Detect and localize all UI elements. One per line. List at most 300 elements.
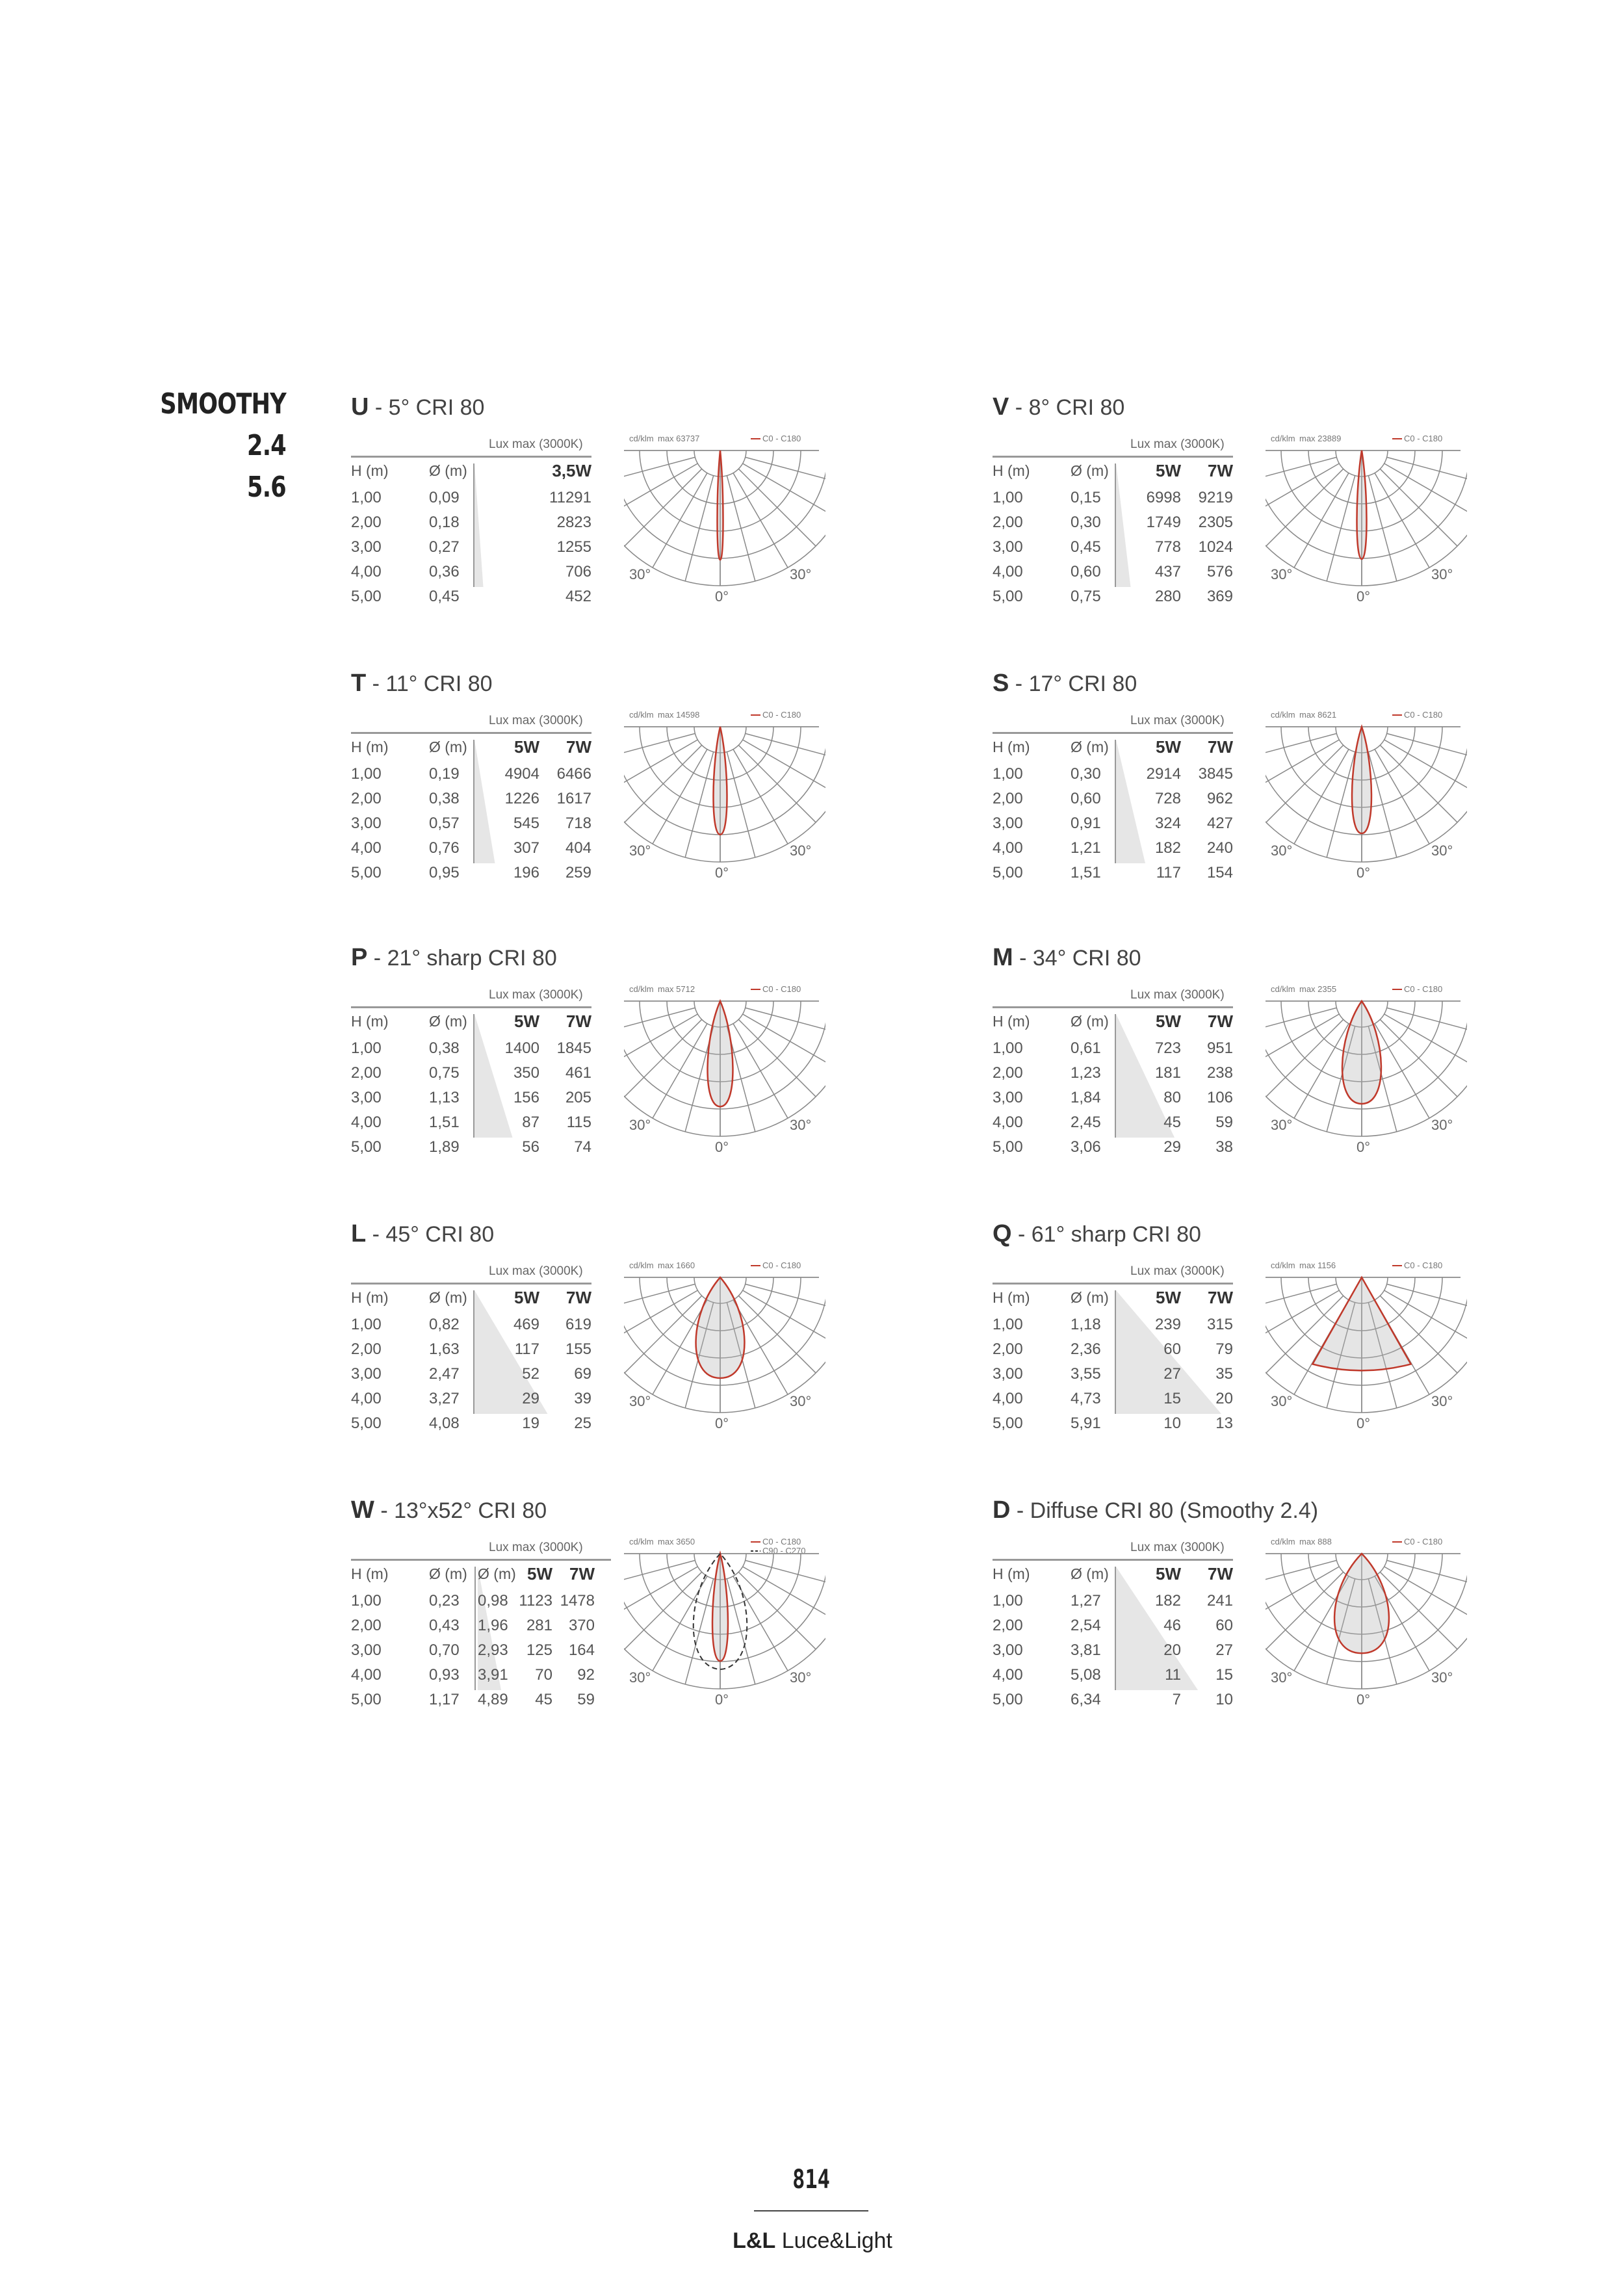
angle-left-label: 30° [629, 1117, 651, 1133]
lux-value: 10 [1163, 1415, 1181, 1432]
polar-spoke [1380, 469, 1457, 546]
max-intensity-label: max 1660 [658, 1260, 695, 1270]
table-row [993, 836, 1266, 861]
height-value: 3,00 [351, 1641, 382, 1659]
beam-description: - 21° sharp CRI 80 [367, 946, 557, 971]
table-row [993, 1638, 1266, 1663]
lux-value: 125 [526, 1641, 552, 1659]
lux-value: 545 [513, 815, 539, 832]
power-header: 5W [514, 737, 539, 757]
table-header-row [993, 1285, 1266, 1310]
diameter-value: 4,08 [429, 1415, 460, 1432]
table-row [351, 811, 624, 836]
polar-spoke [746, 1284, 825, 1312]
polar-spoke [1375, 1024, 1429, 1118]
table-row [993, 1411, 1266, 1436]
table-row [351, 486, 624, 510]
lux-value: 2305 [1198, 514, 1233, 531]
table-header-rule [351, 1559, 611, 1561]
lux-value: 38 [1215, 1138, 1233, 1156]
lux-value: 46 [1163, 1617, 1181, 1634]
intensity-curve-c0 [712, 1554, 728, 1661]
angle-right-label: 30° [1431, 1393, 1453, 1409]
beam-code: M [993, 944, 1013, 971]
table-row [993, 1086, 1266, 1110]
legend-c0-label: C0 - C180 [762, 1537, 801, 1546]
block-title [993, 670, 1137, 698]
angle-bottom-label: 0° [1357, 865, 1371, 881]
lux-value: 427 [1206, 815, 1233, 832]
diameter2-value: 3,91 [478, 1666, 508, 1684]
polar-spoke [1294, 750, 1349, 844]
lux-value: 1226 [504, 790, 539, 807]
diameter-header: Ø (m) [429, 1289, 467, 1306]
polar-spoke [738, 1296, 816, 1373]
lux-value: 155 [565, 1340, 591, 1358]
table-row [993, 787, 1266, 811]
lux-value: 35 [1215, 1365, 1233, 1383]
angle-left-label: 30° [629, 566, 651, 582]
lux-value: 45 [535, 1691, 552, 1708]
diameter-value: 0,30 [1071, 514, 1101, 531]
lux-value: 182 [1154, 839, 1181, 857]
lux-value: 1478 [560, 1592, 595, 1610]
photometric-block-s [993, 670, 1461, 891]
beam-description: - 17° CRI 80 [1009, 672, 1137, 696]
photometric-block-p [351, 944, 819, 1165]
table-row [993, 535, 1266, 560]
polar-spoke [733, 1576, 788, 1671]
height-value: 2,00 [993, 514, 1023, 531]
lux-value: 52 [522, 1365, 539, 1383]
diameter-value: 0,18 [429, 514, 460, 531]
lux-value: 241 [1206, 1592, 1233, 1610]
legend-c0-label: C0 - C180 [1404, 710, 1443, 720]
angle-left-label: 30° [629, 1669, 651, 1686]
polar-diagram [624, 1258, 825, 1433]
power-header: 7W [566, 1011, 591, 1031]
diameter-value: 0,38 [429, 1039, 460, 1057]
table-row [993, 1589, 1266, 1613]
lux-value: 29 [522, 1390, 539, 1407]
lux-value: 15 [1215, 1666, 1233, 1684]
lux-value: 6998 [1146, 489, 1181, 506]
product-title-line2: 5.6 [247, 471, 286, 504]
power-header: 5W [527, 1564, 552, 1584]
legend-c0-label: C0 - C180 [762, 1260, 801, 1270]
table-header-row [351, 1561, 624, 1586]
photometric-block-w [351, 1496, 819, 1717]
diameter-value: 0,57 [429, 815, 460, 832]
table-header-row [993, 1009, 1266, 1034]
angle-right-label: 30° [1431, 566, 1453, 582]
photometric-block-d [993, 1496, 1461, 1717]
table-row [993, 1337, 1266, 1362]
height-value: 5,00 [351, 1415, 382, 1432]
beam-description: - 11° CRI 80 [366, 672, 493, 696]
diameter-value: 5,91 [1071, 1415, 1101, 1432]
diameter-header: Ø (m) [1071, 1289, 1109, 1306]
diameter-value: 1,13 [429, 1089, 460, 1106]
polar-spoke [746, 457, 825, 485]
lux-value: 80 [1163, 1089, 1181, 1106]
height-header: H (m) [993, 738, 1030, 755]
diameter-value: 0,15 [1071, 489, 1101, 506]
diameter-value: 3,06 [1071, 1138, 1101, 1156]
height-header: H (m) [993, 462, 1030, 479]
lux-value: 718 [565, 815, 591, 832]
angle-right-label: 30° [1431, 842, 1453, 859]
height-header: H (m) [351, 738, 389, 755]
cd-klm-label: cd/klm [629, 434, 654, 443]
polar-ring [624, 450, 825, 558]
diameter-value: 4,73 [1071, 1390, 1101, 1407]
table-row [351, 1312, 624, 1337]
table-row [351, 1362, 624, 1387]
table-row [993, 1312, 1266, 1337]
height-value: 1,00 [351, 489, 382, 506]
beam-description: - 34° CRI 80 [1013, 946, 1141, 971]
polar-spoke [1368, 752, 1396, 857]
power-header: 5W [1156, 1288, 1181, 1307]
block-title [993, 944, 1141, 972]
height-value: 1,00 [993, 1316, 1023, 1333]
height-value: 3,00 [993, 538, 1023, 556]
diameter-value: 3,27 [429, 1390, 460, 1407]
table-row [993, 560, 1266, 584]
height-value: 5,00 [351, 864, 382, 881]
table-row [993, 1387, 1266, 1411]
polar-diagram [1266, 707, 1467, 883]
legend-c0-label: C0 - C180 [1404, 1260, 1443, 1270]
table-row [351, 1135, 624, 1160]
polar-spoke [653, 473, 707, 567]
block-title [351, 670, 493, 698]
intensity-curve-c0 [696, 1277, 745, 1378]
intensity-curve-c0 [1342, 1001, 1381, 1104]
lux-max-label: Lux max (3000K) [1130, 988, 1225, 1002]
table-header-row [351, 1285, 624, 1310]
intensity-curve-c0 [1312, 1277, 1410, 1370]
power-header: 7W [1208, 737, 1233, 757]
angle-left-label: 30° [1271, 566, 1293, 582]
lux-value: 20 [1163, 1641, 1181, 1659]
table-header-row [993, 735, 1266, 759]
lux-value: 19 [522, 1415, 539, 1432]
diameter-value: 0,43 [429, 1617, 460, 1634]
polar-spoke [727, 1579, 755, 1684]
lux-value: 307 [513, 839, 539, 857]
legend-c0-label: C0 - C180 [762, 984, 801, 994]
table-row [351, 1663, 624, 1688]
height-value: 5,00 [993, 588, 1023, 605]
lux-value: 259 [565, 864, 591, 881]
lux-value: 1255 [556, 538, 591, 556]
diameter2-value: 4,89 [478, 1691, 508, 1708]
power-header: 5W [514, 1288, 539, 1307]
cd-klm-label: cd/klm [629, 1537, 654, 1546]
diameter-value: 0,82 [429, 1316, 460, 1333]
table-row [351, 762, 624, 787]
polar-spoke [685, 752, 713, 857]
table-row [993, 1135, 1266, 1160]
polar-diagram [1266, 1534, 1467, 1710]
lux-value: 370 [568, 1617, 595, 1634]
lux-value: 1749 [1146, 514, 1181, 531]
lux-value: 461 [565, 1064, 591, 1082]
table-row [993, 861, 1266, 885]
table-row [993, 762, 1266, 787]
diameter-value: 1,17 [429, 1691, 460, 1708]
height-value: 5,00 [993, 864, 1023, 881]
lux-value: 29 [1163, 1138, 1181, 1156]
table-header-rule [993, 1006, 1233, 1008]
angle-bottom-label: 0° [1357, 588, 1371, 605]
polar-spoke [1294, 1024, 1349, 1118]
lux-value: 27 [1163, 1365, 1181, 1383]
diameter-value: 0,30 [1071, 765, 1101, 783]
table-row [351, 1387, 624, 1411]
polar-spoke [746, 1560, 825, 1588]
max-intensity-label: max 23889 [1299, 434, 1342, 443]
height-value: 2,00 [993, 1064, 1023, 1082]
height-value: 3,00 [351, 1089, 382, 1106]
angle-left-label: 30° [1271, 1669, 1293, 1686]
max-intensity-label: max 3650 [658, 1537, 695, 1546]
diameter-value: 2,47 [429, 1365, 460, 1383]
legend-c90-label: C90 - C270 [762, 1546, 806, 1556]
angle-left-label: 30° [1271, 1393, 1293, 1409]
height-value: 2,00 [993, 1340, 1023, 1358]
power-header: 7W [569, 1564, 595, 1584]
diameter-header: Ø (m) [1071, 1013, 1109, 1030]
block-title [993, 1496, 1318, 1524]
lux-max-label: Lux max (3000K) [489, 1264, 583, 1278]
lux-value: 74 [574, 1138, 591, 1156]
lux-max-label: Lux max (3000K) [489, 437, 583, 451]
polar-spoke [1327, 476, 1355, 581]
lux-value: 369 [1206, 588, 1233, 605]
polar-spoke [1387, 1284, 1467, 1312]
height-value: 4,00 [351, 839, 382, 857]
polar-diagram [624, 431, 825, 607]
polar-spoke [1327, 752, 1355, 857]
diameter2-header: Ø (m) [478, 1565, 516, 1582]
diameter-header: Ø (m) [1071, 1565, 1109, 1582]
beam-description: - 8° CRI 80 [1009, 395, 1125, 420]
height-value: 1,00 [351, 1592, 382, 1610]
height-header: H (m) [993, 1289, 1030, 1306]
polar-spoke [1380, 1019, 1457, 1097]
legend-c0-label: C0 - C180 [1404, 984, 1443, 994]
height-value: 2,00 [351, 1617, 382, 1634]
polar-spoke [1266, 469, 1344, 546]
table-header-rule [351, 732, 591, 734]
height-value: 2,00 [351, 514, 382, 531]
diameter-value: 0,60 [1071, 563, 1101, 581]
lux-value: 778 [1154, 538, 1181, 556]
lux-value: 15 [1163, 1390, 1181, 1407]
photometric-block-m [993, 944, 1461, 1165]
diameter-value: 3,81 [1071, 1641, 1101, 1659]
table-row [351, 787, 624, 811]
table-header-rule [993, 1283, 1233, 1285]
table-row [351, 1411, 624, 1436]
height-value: 3,00 [993, 1365, 1023, 1383]
lux-value: 106 [1206, 1089, 1233, 1106]
polar-spoke [733, 750, 788, 844]
table-row [351, 836, 624, 861]
power-header: 7W [1208, 1564, 1233, 1584]
angle-bottom-label: 0° [715, 588, 729, 605]
lux-value: 60 [1163, 1340, 1181, 1358]
lux-value: 56 [522, 1138, 539, 1156]
diameter-value: 0,93 [429, 1666, 460, 1684]
angle-right-label: 30° [1431, 1669, 1453, 1686]
height-header: H (m) [351, 1013, 389, 1030]
polar-diagram [624, 707, 825, 883]
lux-value: 9219 [1198, 489, 1233, 506]
lux-value: 1123 [519, 1592, 552, 1610]
power-header: 5W [1156, 737, 1181, 757]
table-header-rule [351, 1006, 591, 1008]
height-value: 1,00 [351, 765, 382, 783]
lux-value: 238 [1206, 1064, 1233, 1082]
height-value: 1,00 [993, 489, 1023, 506]
polar-spoke [746, 733, 825, 761]
height-header: H (m) [351, 1565, 389, 1582]
height-value: 3,00 [993, 1641, 1023, 1659]
height-value: 4,00 [993, 839, 1023, 857]
block-title [351, 1220, 494, 1248]
power-header: 5W [1156, 1011, 1181, 1031]
diameter-value: 0,45 [1071, 538, 1101, 556]
polar-spoke [653, 750, 707, 844]
lux-value: 576 [1206, 563, 1233, 581]
block-title [993, 1220, 1201, 1248]
height-value: 4,00 [993, 1390, 1023, 1407]
height-value: 1,00 [993, 765, 1023, 783]
angle-left-label: 30° [629, 842, 651, 859]
diameter2-value: 0,98 [478, 1592, 508, 1610]
max-intensity-label: max 63737 [658, 434, 700, 443]
angle-bottom-label: 0° [1357, 1691, 1371, 1708]
diameter2-value: 2,93 [478, 1641, 508, 1659]
lux-value: 39 [574, 1390, 591, 1407]
lux-max-label: Lux max (3000K) [1130, 1541, 1225, 1554]
polar-diagram [624, 1534, 825, 1710]
table-row [351, 1589, 624, 1613]
polar-spoke [1266, 745, 1344, 822]
lux-max-label: Lux max (3000K) [489, 988, 583, 1002]
polar-spoke [625, 1019, 702, 1097]
power-header: 3,5W [552, 461, 591, 480]
power-header: 7W [1208, 1011, 1233, 1031]
legend-c0-label: C0 - C180 [762, 434, 801, 443]
cd-klm-label: cd/klm [629, 984, 654, 994]
height-value: 4,00 [993, 1666, 1023, 1684]
table-row [351, 1086, 624, 1110]
table-header-row [351, 1009, 624, 1034]
beam-description: - 45° CRI 80 [366, 1222, 495, 1247]
diameter-value: 1,21 [1071, 839, 1101, 857]
lux-value: 70 [535, 1666, 552, 1684]
lux-value: 156 [513, 1089, 539, 1106]
angle-bottom-label: 0° [1357, 1139, 1371, 1155]
polar-diagram [624, 982, 825, 1157]
table-row [993, 1688, 1266, 1712]
diameter-value: 0,27 [429, 538, 460, 556]
table-row [351, 560, 624, 584]
polar-spoke [727, 476, 755, 581]
lux-value: 2823 [556, 514, 591, 531]
lux-value: 60 [1215, 1617, 1233, 1634]
polar-spoke [733, 473, 788, 567]
lux-value: 117 [514, 1340, 539, 1358]
polar-spoke [738, 745, 816, 822]
lux-value: 79 [1215, 1340, 1233, 1358]
polar-spoke [727, 752, 755, 857]
polar-spoke [625, 1296, 702, 1373]
max-intensity-label: max 14598 [658, 710, 700, 720]
power-header: 7W [566, 737, 591, 757]
power-header: 7W [1208, 1288, 1233, 1307]
lux-max-label: Lux max (3000K) [1130, 714, 1225, 727]
diameter-value: 2,36 [1071, 1340, 1101, 1358]
beam-code: P [351, 944, 368, 971]
lux-value: 315 [1206, 1316, 1233, 1333]
lux-value: 69 [574, 1365, 591, 1383]
angle-bottom-label: 0° [715, 1691, 729, 1708]
polar-spoke [1266, 1019, 1344, 1097]
height-value: 1,00 [993, 1592, 1023, 1610]
max-intensity-label: max 8621 [1299, 710, 1337, 720]
height-value: 1,00 [993, 1039, 1023, 1057]
lux-value: 59 [577, 1691, 595, 1708]
beam-description: - 13°x52° CRI 80 [374, 1498, 547, 1523]
table-header-rule [351, 1283, 591, 1285]
diameter-value: 0,91 [1071, 815, 1101, 832]
power-header: 5W [1156, 1564, 1181, 1584]
diameter-value: 0,45 [429, 588, 460, 605]
angle-right-label: 30° [790, 1669, 812, 1686]
lux-value: 117 [1156, 864, 1181, 881]
legend-c0-label: C0 - C180 [1404, 1537, 1443, 1546]
lux-value: 87 [522, 1114, 539, 1131]
product-title [125, 384, 286, 508]
footer-brand [715, 2228, 910, 2254]
diameter-value: 1,89 [429, 1138, 460, 1156]
polar-spoke [1380, 745, 1457, 822]
height-value: 4,00 [351, 1114, 382, 1131]
photometric-block-q [993, 1220, 1461, 1441]
cd-klm-label: cd/klm [1271, 1537, 1295, 1546]
lux-value: 404 [565, 839, 591, 857]
angle-bottom-label: 0° [1357, 1415, 1371, 1431]
beam-description: - Diffuse CRI 80 (Smoothy 2.4) [1010, 1498, 1319, 1523]
diameter-value: 0,23 [429, 1592, 460, 1610]
lux-max-label: Lux max (3000K) [489, 1541, 583, 1554]
diameter-value: 0,75 [1071, 588, 1101, 605]
angle-right-label: 30° [790, 566, 812, 582]
lux-value: 281 [526, 1617, 552, 1634]
table-header-row [351, 735, 624, 759]
lux-value: 1400 [504, 1039, 539, 1057]
lux-value: 164 [568, 1641, 595, 1659]
beam-code: T [351, 670, 367, 697]
angle-bottom-label: 0° [715, 1139, 729, 1155]
polar-diagram [1266, 982, 1467, 1157]
